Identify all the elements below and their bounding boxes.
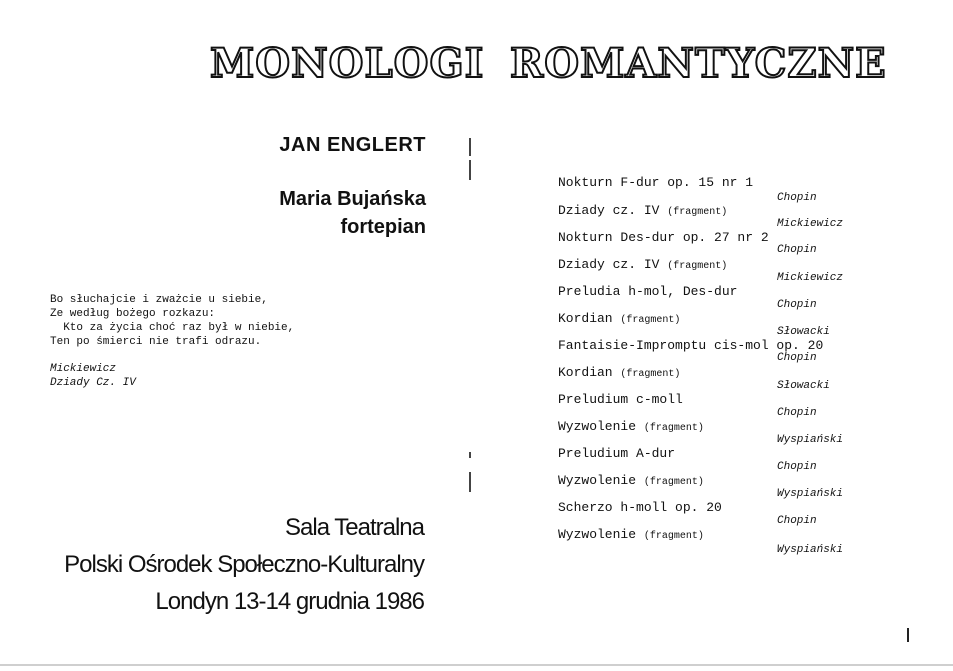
program-item-work: Preludium c-moll	[558, 392, 683, 407]
program-item-composer: Słowacki	[777, 380, 830, 392]
title-monologi: MONOLOGI	[210, 40, 485, 87]
program-item-composer: Chopin	[777, 407, 817, 419]
program-item-work: Dziady cz. IV (fragment)	[558, 257, 728, 272]
program-item-work: Nokturn Des-dur op. 27 nr 2	[558, 230, 769, 245]
program-item-work: Wyzwolenie (fragment)	[558, 473, 704, 488]
quote-line: Kto za życia choć raz był w niebie,	[50, 322, 295, 334]
quote-line: Bo słuchajcie i zważcie u siebie,	[50, 294, 268, 306]
epigraph-quote	[50, 293, 294, 349]
program-item-composer: Chopin	[777, 352, 817, 364]
program-list	[470, 0, 953, 671]
pianist-role: fortepian	[340, 216, 426, 238]
program-item-composer: Chopin	[777, 299, 817, 311]
program-item-composer: Słowacki	[777, 326, 830, 338]
pianist-name: Maria Bujańska	[279, 188, 426, 210]
program-item-work: Fantaisie-Impromptu cis-mol op. 20	[558, 338, 824, 353]
program-item-work: Scherzo h-moll op. 20	[558, 500, 722, 515]
program-item-work: Wyzwolenie (fragment)	[558, 419, 704, 434]
venue-hall: Sala Teatralna	[285, 514, 424, 541]
program-item-work: Kordian (fragment)	[558, 365, 681, 380]
program-item-work: Preludium A-dur	[558, 446, 676, 461]
quote-line: Ten po śmierci nie trafi odrazu.	[50, 336, 262, 348]
program-item-composer: Wyspiański	[777, 434, 844, 446]
program-item-work: Nokturn F-dur op. 15 nr 1	[558, 175, 754, 190]
title-romantyczne: ROMANTYCZNE	[510, 40, 887, 87]
program-item-composer: Mickiewicz	[777, 272, 844, 284]
program-item-composer: Chopin	[777, 244, 817, 256]
program-item-work: Kordian (fragment)	[558, 311, 681, 326]
quote-line: Ze według bożego rozkazu:	[50, 308, 216, 320]
program-item-composer: Mickiewicz	[777, 218, 844, 230]
quote-source: Dziady Cz. IV	[50, 377, 136, 389]
venue-date: Londyn 13-14 grudnia 1986	[155, 588, 424, 615]
program-item-composer: Wyspiański	[777, 488, 844, 500]
program-item-composer: Wyspiański	[777, 544, 844, 556]
performer-name: JAN ENGLERT	[279, 134, 426, 156]
program-item-composer: Chopin	[777, 192, 817, 204]
program-item-work: Preludia h-mol, Des-dur	[558, 284, 738, 299]
program-item-composer: Chopin	[777, 461, 817, 473]
program-item-work: Dziady cz. IV (fragment)	[558, 203, 728, 218]
quote-author: Mickiewicz	[50, 363, 117, 375]
quote-attribution	[50, 362, 136, 390]
right-page	[470, 0, 953, 671]
venue-organization: Polski Ośrodek Społeczno-Kulturalny	[64, 551, 424, 578]
program-item-composer: Chopin	[777, 515, 817, 527]
program-item-work: Wyzwolenie (fragment)	[558, 527, 704, 542]
